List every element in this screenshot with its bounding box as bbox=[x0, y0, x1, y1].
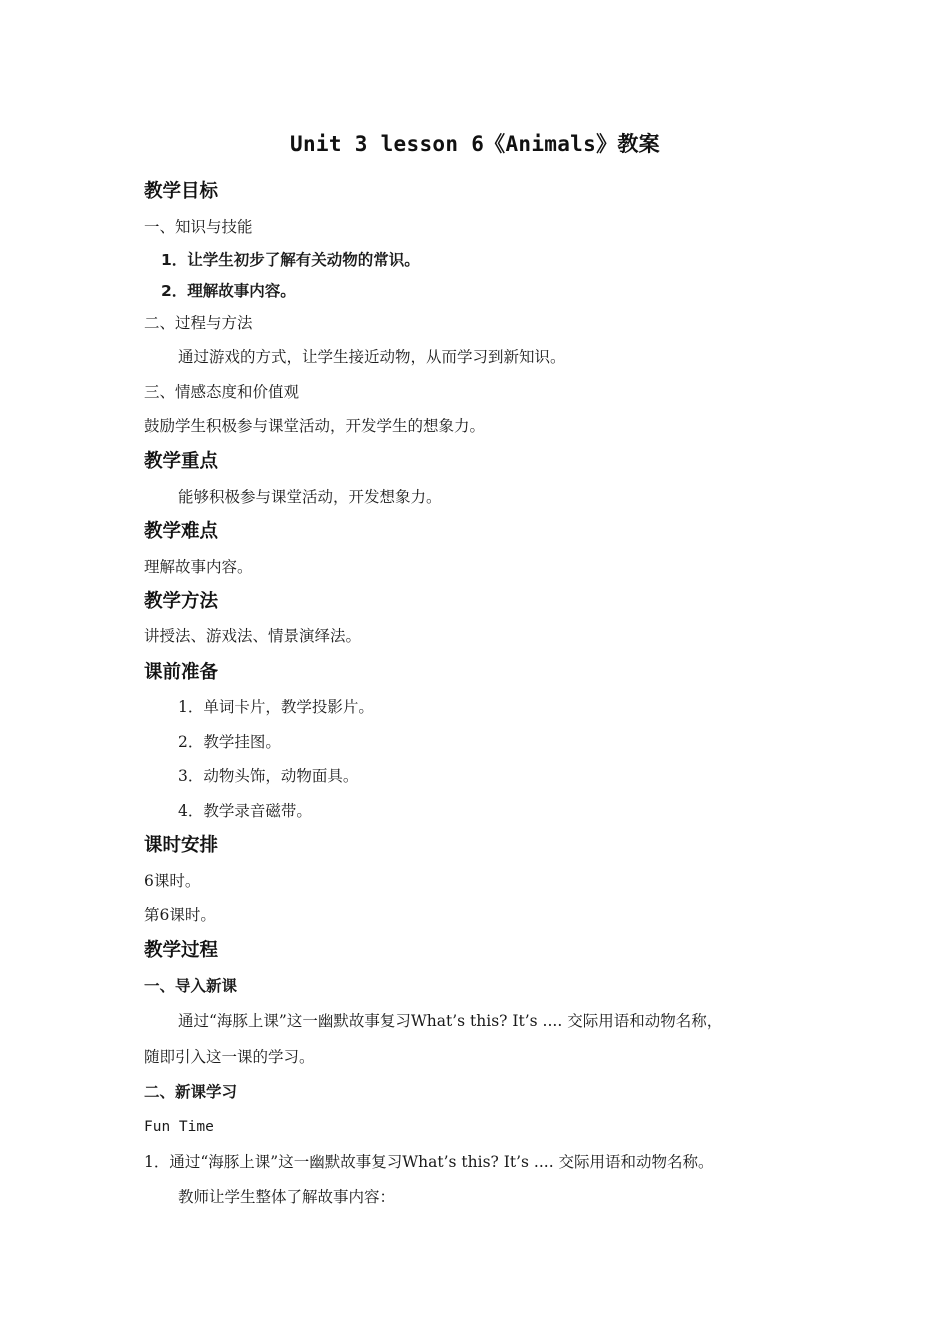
preparation-item-1: 1．单词卡片，教学投影片。 bbox=[178, 698, 374, 716]
objectives-heading: 教学目标 bbox=[144, 181, 219, 202]
intro-text-line-2: 随即引入这一课的学习。 bbox=[144, 1048, 315, 1066]
preparation-item-2: 2．教学挂图。 bbox=[178, 733, 281, 751]
preparation-item-3: 3．动物头饰，动物面具。 bbox=[178, 767, 359, 785]
schedule-heading: 课时安排 bbox=[144, 835, 219, 856]
new-lesson-step-1-note: 教师让学生整体了解故事内容： bbox=[178, 1188, 396, 1206]
new-lesson-label: 二、新课学习 bbox=[144, 1083, 238, 1101]
key-points-text: 能够积极参与课堂活动，开发想象力。 bbox=[178, 488, 442, 506]
emotion-values-label: 三、情感态度和价值观 bbox=[144, 383, 300, 401]
preparation-heading: 课前准备 bbox=[144, 662, 219, 683]
emotion-values-text: 鼓励学生积极参与课堂活动，开发学生的想象力。 bbox=[144, 417, 486, 435]
process-methods-text: 通过游戏的方式，让学生接近动物，从而学习到新知识。 bbox=[178, 348, 566, 366]
document-title: Unit 3 lesson 6《Animals》教案 bbox=[290, 132, 660, 156]
difficulties-text: 理解故事内容。 bbox=[144, 558, 253, 576]
fun-time-label: Fun Time bbox=[144, 1119, 214, 1135]
methods-heading: 教学方法 bbox=[144, 591, 219, 612]
intro-text-line-1: 通过“海豚上课”这一幽默故事复习What’s this? It’s .... 交际用语和动物名称， bbox=[178, 1012, 723, 1030]
procedure-heading: 教学过程 bbox=[144, 940, 219, 961]
new-lesson-step-1: 1．通过“海豚上课”这一幽默故事复习What’s this? It’s .... 交际用语和动物名称。 bbox=[144, 1153, 714, 1171]
key-points-heading: 教学重点 bbox=[144, 451, 219, 472]
process-methods-label: 二、过程与方法 bbox=[144, 314, 253, 332]
schedule-total: 6课时。 bbox=[144, 872, 201, 890]
difficulties-heading: 教学难点 bbox=[144, 521, 219, 542]
knowledge-item-1: 1．让学生初步了解有关动物的常识。 bbox=[161, 251, 420, 269]
intro-label: 一、导入新课 bbox=[144, 977, 238, 995]
methods-text: 讲授法、游戏法、情景演绎法。 bbox=[144, 627, 362, 645]
knowledge-item-2: 2．理解故事内容。 bbox=[161, 282, 296, 300]
schedule-current: 第6课时。 bbox=[144, 906, 216, 924]
knowledge-skills-label: 一、知识与技能 bbox=[144, 218, 253, 236]
preparation-item-4: 4．教学录音磁带。 bbox=[178, 802, 312, 820]
